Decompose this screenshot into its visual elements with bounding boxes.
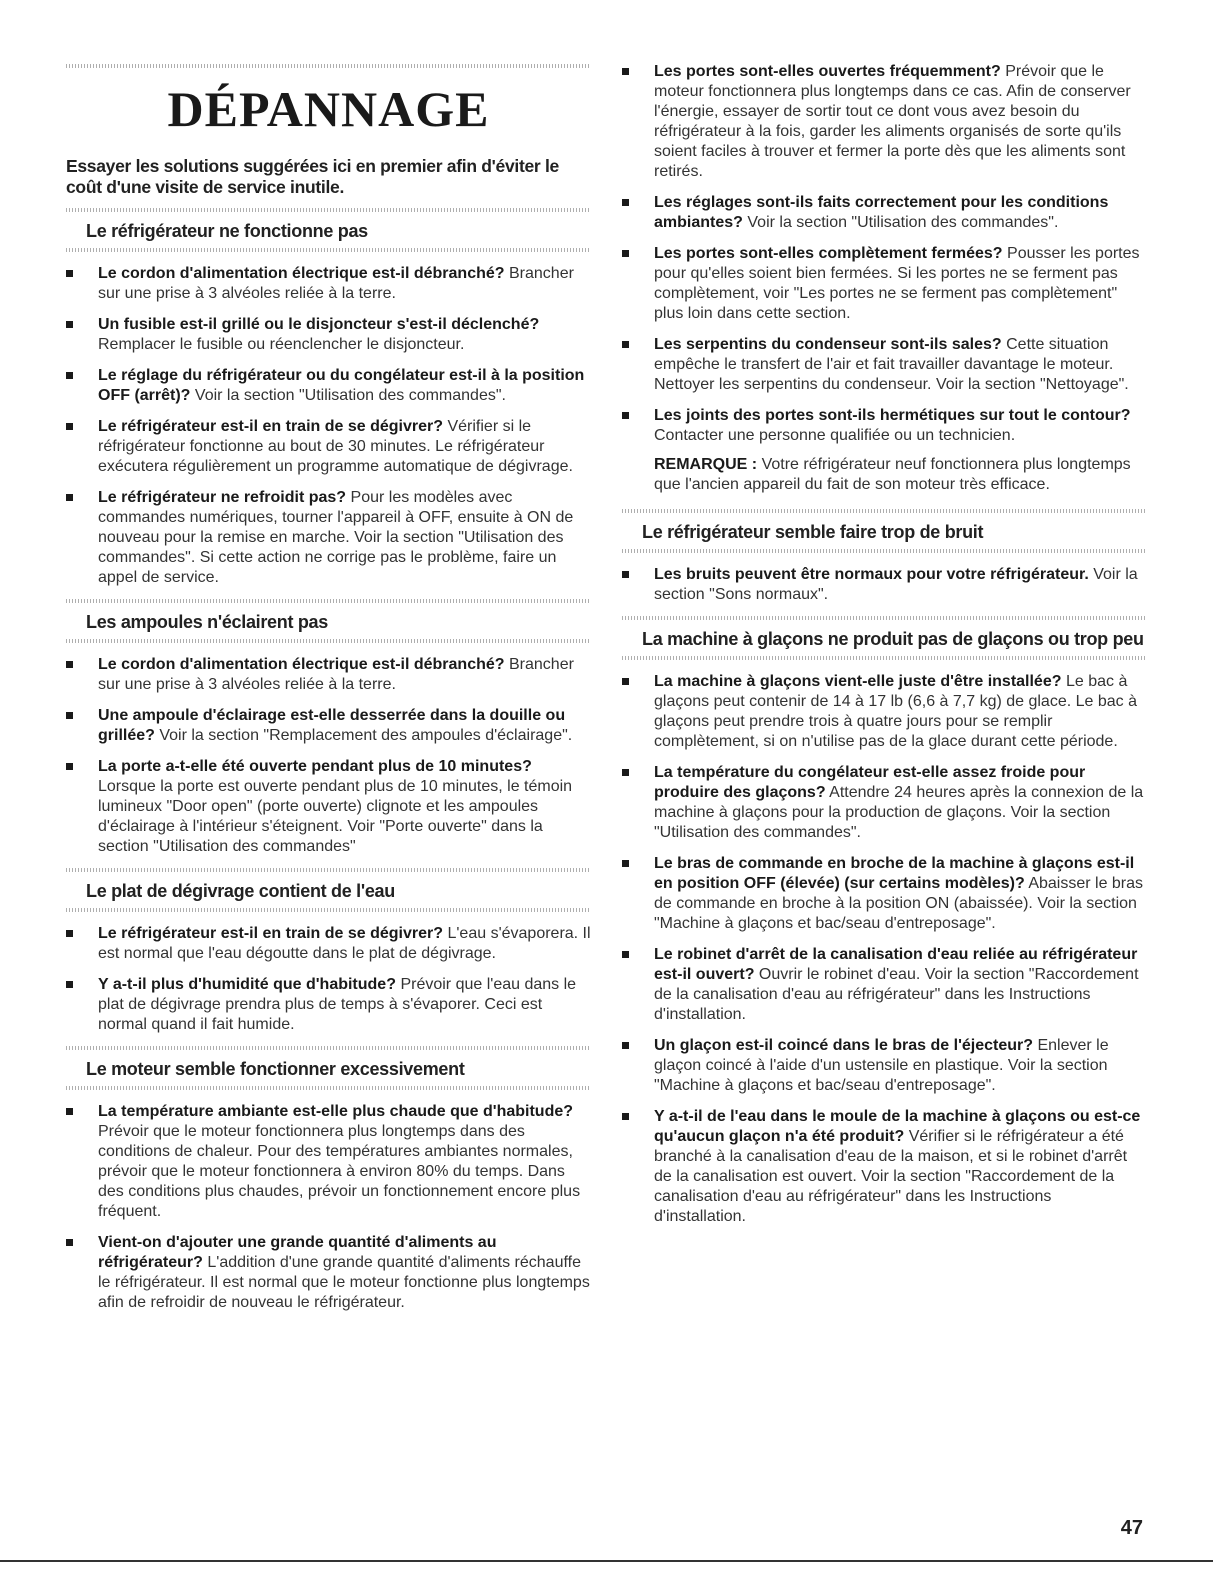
item-question: Le robinet d'arrêt de la canalisation d'eau reliée au réfrigérateur est-il ouvert? [654, 946, 1138, 983]
list-item [622, 672, 1147, 752]
list-item [622, 244, 1147, 324]
bullet-icon [622, 1113, 629, 1120]
item-answer: Attendre 24 heures après la connexion de la machine à glaçons pour la production de glaçons. Voir la section "Utilisation des commandes". [654, 784, 1144, 841]
page-title: DÉPANNAGE [167, 81, 490, 137]
bullet-icon [66, 423, 73, 430]
item-question: Les portes sont-elles ouvertes fréquemment? [654, 63, 1001, 80]
item-answer: Prévoir que le moteur fonctionnera plus longtemps dans des conditions de chaleur. Pour des températures ambiantes normales, prévoir que le moteur fonctionnera à environ 80% du temps. Dans des conditions plus chaudes, prévoir un fonctionnement encore plus fréquent. [98, 1123, 581, 1220]
troubleshoot-section [622, 509, 1147, 605]
bullet-icon [622, 678, 629, 685]
note-text: Votre réfrigérateur neuf fonctionnera plus longtemps que l'ancien appareil du fait de son moteur très efficace. [654, 456, 1131, 493]
bullet-icon [66, 321, 73, 328]
list-item [622, 193, 1147, 233]
section-items [66, 655, 591, 857]
bullet-icon [66, 712, 73, 719]
bullet-icon [66, 930, 73, 937]
item-question: Le réfrigérateur est-il en train de se dégivrer? [98, 418, 444, 435]
section-items [622, 565, 1147, 605]
item-question: Le réfrigérateur est-il en train de se dégivrer? [98, 925, 444, 942]
note [622, 455, 1147, 495]
list-item [66, 417, 591, 477]
section-rule-bottom [66, 908, 591, 912]
bullet-icon [622, 951, 629, 958]
item-answer: Lorsque la porte est ouverte pendant plus de 10 minutes, le témoin lumineux "Door open" (porte ouverte) clignote et les ampoules d'éclairage à l'intérieur s'éteignent. Voir "Porte ouverte" dans la section "Utilisation des commandes" [98, 778, 573, 855]
item-question: La porte a-t-elle été ouverte pendant plus de 10 minutes? [98, 758, 532, 775]
item-question: Un glaçon est-il coincé dans le bras de l'éjecteur? [654, 1037, 1034, 1054]
section-heading: Les ampoules n'éclairent pas [86, 612, 328, 632]
bullet-icon [622, 68, 629, 75]
list-item [66, 488, 591, 588]
intro-text: Essayer les solutions suggérées ici en premier afin d'éviter le coût d'une visite de service inutile. [66, 156, 559, 197]
section-rule-top [66, 208, 591, 212]
list-item [66, 706, 591, 746]
bullet-icon [622, 250, 629, 257]
troubleshoot-section [66, 1046, 591, 1313]
section-rule-top [66, 1046, 591, 1050]
item-question: Le bras de commande en broche de la machine à glaçons est-il en position OFF (élevée) (sur certains modèles)? [654, 855, 1135, 892]
bullet-icon [66, 1239, 73, 1246]
troubleshoot-section [66, 868, 591, 1035]
list-item [66, 924, 591, 964]
item-question: Une ampoule d'éclairage est-elle desserrée dans la douille ou grillée? [98, 707, 566, 744]
bullet-icon [66, 763, 73, 770]
right-top-list [622, 62, 1147, 446]
item-question: Un fusible est-il grillé ou le disjoncteur s'est-il déclenché? [98, 316, 540, 333]
bullet-icon [622, 412, 629, 419]
bullet-icon [622, 1042, 629, 1049]
list-item [622, 1036, 1147, 1096]
item-answer: Voir la section "Remplacement des ampoules d'éclairage". [159, 727, 573, 744]
bullet-icon [66, 494, 73, 501]
item-answer: Brancher sur une prise à 3 alvéoles reliée à la terre. [98, 656, 574, 693]
item-question: La machine à glaçons vient-elle juste d'être installée? [654, 673, 1062, 690]
section-heading: Le plat de dégivrage contient de l'eau [86, 881, 395, 901]
item-answer: Voir la section "Sons normaux". [654, 566, 1138, 603]
item-answer: Ouvrir le robinet d'eau. Voir la section "Raccordement de la canalisation d'eau au réfrigérateur" dans les Instructions d'installation. [654, 966, 1139, 1023]
item-answer: Prévoir que l'eau dans le plat de dégivrage prendra plus de temps à s'évaporer. Ceci est normal quand il fait humide. [98, 976, 577, 1033]
section-rule-top [66, 599, 591, 603]
troubleshoot-section [66, 208, 591, 588]
list-item [66, 366, 591, 406]
bottom-rule [0, 1560, 1213, 1562]
right-column [622, 62, 1147, 1238]
right-sections [622, 509, 1147, 1227]
item-question: Les bruits peuvent être normaux pour votre réfrigérateur. [654, 566, 1089, 583]
item-answer: Voir la section "Utilisation des commandes". [747, 214, 1059, 231]
page-number: 47 [1120, 1517, 1143, 1539]
item-answer: Prévoir que le moteur fonctionnera plus longtemps dans ce cas. Afin de conserver l'énergie, essayer de sortir tout ce dont vous avez besoin du réfrigérateur à la fois, garder les aliments organisés de sorte qu'ils soient faciles à trouver et fermer la porte dès que les aliments sont retirés. [654, 63, 1131, 180]
list-item [622, 335, 1147, 395]
item-answer: Contacter une personne qualifiée ou un technicien. [654, 427, 1016, 444]
item-answer: Remplacer le fusible ou réenclencher le disjoncteur. [98, 336, 465, 353]
bullet-icon [622, 860, 629, 867]
item-question: La température du congélateur est-elle assez froide pour produire des glaçons? [654, 764, 1086, 801]
section-rule-top [622, 509, 1147, 513]
section-rule-bottom [66, 248, 591, 252]
section-heading: Le moteur semble fonctionner excessivement [86, 1059, 465, 1079]
item-question: Le cordon d'alimentation électrique est-il débranché? [98, 656, 505, 673]
item-question: Vient-on d'ajouter une grande quantité d'aliments au réfrigérateur? [98, 1234, 497, 1271]
troubleshoot-section [622, 616, 1147, 1227]
item-question: La température ambiante est-elle plus chaude que d'habitude? [98, 1103, 574, 1120]
section-items [622, 672, 1147, 1227]
bullet-icon [622, 341, 629, 348]
item-answer: L'addition d'une grande quantité d'aliments réchauffe le réfrigérateur. Il est normal que le moteur fonctionne plus longtemps afin de refroidir de nouveau le réfrigérateur. [98, 1254, 590, 1311]
section-rule-bottom [66, 639, 591, 643]
list-item [622, 854, 1147, 934]
list-item [622, 763, 1147, 843]
item-question: Les serpentins du condenseur sont-ils sales? [654, 336, 1002, 353]
section-items [66, 924, 591, 1035]
bullet-icon [622, 571, 629, 578]
list-item [622, 565, 1147, 605]
item-answer: Voir la section "Utilisation des commandes". [194, 387, 506, 404]
item-answer: Pour les modèles avec commandes numériques, tourner l'appareil à OFF, ensuite à ON de nouveau pour la remise en marche. Voir la section "Utilisation des commandes". Si cette action ne corrige pas le problème, faire un appel de service. [98, 489, 574, 586]
section-rule-top [66, 868, 591, 872]
title-rule [66, 64, 591, 68]
item-question: Le réfrigérateur ne refroidit pas? [98, 489, 347, 506]
item-answer: L'eau s'évaporera. Il est normal que l'eau dégoutte dans le plat de dégivrage. [98, 925, 591, 962]
section-rule-bottom [622, 656, 1147, 660]
item-answer: Vérifier si le réfrigérateur fonctionne au bout de 30 minutes. Le réfrigérateur exécutera régulièrement un programme automatique de dégivrage. [98, 418, 573, 475]
section-rule-top [622, 616, 1147, 620]
bullet-icon [66, 372, 73, 379]
item-question: Les joints des portes sont-ils hermétiques sur tout le contour? [654, 407, 1131, 424]
item-question: Y a-t-il plus d'humidité que d'habitude? [98, 976, 396, 993]
section-items [66, 264, 591, 588]
section-heading: Le réfrigérateur ne fonctionne pas [86, 221, 368, 241]
item-answer: Cette situation empêche le transfert de l'air et fait travailler davantage le moteur. Nettoyer les serpentins du condenseur. Voir la section "Nettoyage". [654, 336, 1129, 393]
bullet-icon [66, 661, 73, 668]
item-answer: Vérifier si le réfrigérateur a été branché à la canalisation d'eau de la maison, et si le robinet d'arrêt de la canalisation est ouvert. Voir la section "Raccordement de la canalisation d'eau au réfrigérateur" dans les Instructions d'installation. [654, 1128, 1128, 1225]
item-answer: Brancher sur une prise à 3 alvéoles reliée à la terre. [98, 265, 574, 302]
item-question: Le réglage du réfrigérateur ou du congélateur est-il à la position OFF (arrêt)? [98, 367, 585, 404]
section-rule-bottom [622, 549, 1147, 553]
item-question: Les réglages sont-ils faits correctement pour les conditions ambiantes? [654, 194, 1109, 231]
left-sections [66, 208, 591, 1313]
item-question: Les portes sont-elles complètement fermées? [654, 245, 1003, 262]
section-rule-bottom [66, 1086, 591, 1090]
list-item [66, 315, 591, 355]
section-heading: La machine à glaçons ne produit pas de glaçons ou trop peu [642, 629, 1144, 649]
bullet-icon [622, 769, 629, 776]
list-item [66, 264, 591, 304]
list-item [622, 406, 1147, 446]
bullet-icon [622, 199, 629, 206]
bullet-icon [66, 270, 73, 277]
note-label: REMARQUE : [654, 456, 758, 473]
bullet-icon [66, 981, 73, 988]
list-item [66, 975, 591, 1035]
item-answer: Pousser les portes pour qu'elles soient bien fermées. Si les portes ne se ferment pas complètement, voir "Les portes ne se ferment pas complètement" plus loin dans cette section. [654, 245, 1140, 322]
list-item [66, 1233, 591, 1313]
item-answer: Abaisser le bras de commande en broche à la position ON (abaissée). Voir la section "Machine à glaçons et bac/seau d'entreposage". [654, 875, 1144, 932]
item-answer: Enlever le glaçon coincé à l'aide d'un ustensile en plastique. Voir la section "Machine à glaçons et bac/seau d'entreposage". [654, 1037, 1109, 1094]
troubleshoot-section [66, 599, 591, 857]
item-answer: Le bac à glaçons peut contenir de 14 à 17 lb (6,6 à 7,7 kg) de glace. Le bac à glaçons peut prendre trois à quatre jours pour se remplir complètement, si on n'utilise pas de la glace durant cette période. [654, 673, 1137, 750]
list-item [622, 1107, 1147, 1227]
item-question: Y a-t-il de l'eau dans le moule de la machine à glaçons ou est-ce qu'aucun glaçon n'a été produit? [654, 1108, 1141, 1145]
section-items [66, 1102, 591, 1313]
bullet-icon [66, 1108, 73, 1115]
section-heading: Le réfrigérateur semble faire trop de bruit [642, 522, 984, 542]
list-item [622, 945, 1147, 1025]
item-question: Le cordon d'alimentation électrique est-il débranché? [98, 265, 505, 282]
list-item [66, 655, 591, 695]
list-item [66, 757, 591, 857]
list-item [66, 1102, 591, 1222]
list-item [622, 62, 1147, 182]
left-column [66, 64, 591, 1324]
